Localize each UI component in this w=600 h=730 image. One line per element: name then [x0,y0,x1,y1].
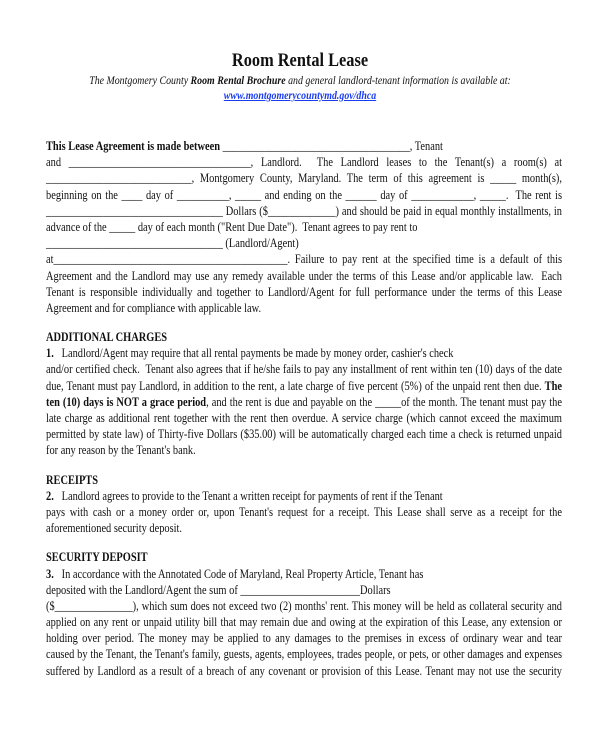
text-run: late charge as additional rent together with the rent then overdue. A service charge (which cannot exceed the maximum [46,410,562,425]
section-agreement [46,138,562,316]
text-line [46,520,562,536]
text-line [46,582,562,598]
document-subtitle [42,75,558,87]
text-run: __________________________________ Dollars ($_____________) and should be paid in equal monthly installments, in [46,202,562,218]
text-line [46,361,562,377]
section-heading: SECURITY DEPOSIT [46,549,148,565]
text-run: Landlord/Agent may require that all rental payments be made by money order, cashier's check [53,345,454,361]
text-run: advance of the _____ day of each month ("Rent Due Date"). Tenant agrees to pay rent to [46,218,418,234]
text-run: Tenant is responsible individually and together to Landlord/Agent for full performance under the terms of this Lease [46,283,562,299]
text-line [46,170,562,186]
section-heading: ADDITIONAL CHARGES [46,329,168,345]
text-run: The Montgomery County [89,75,191,87]
bold-text: The [544,377,562,393]
text-line [46,442,562,458]
text-line [46,630,562,646]
text-run: Landlord agrees to provide to the Tenant a written receipt for payments of rent if the Tenant [53,487,443,503]
text-line [46,345,562,361]
section-receipts [46,472,562,537]
section-additional-charges [46,329,562,459]
text-run: , and the rent is due and payable on the _____of the month. The tenant must pay the [206,393,562,409]
text-run: Agreement and for compliance with applicable law. [46,299,262,315]
section-heading: RECEIPTS [46,471,99,487]
text-run: beginning on the ____ day of __________, _____ and ending on the ______ day of ____________, _____. The rent is [46,186,562,202]
text-line [46,378,562,394]
bold-text: Room Rental Brochure [190,75,286,87]
text-line [46,235,562,251]
text-line [46,268,562,284]
bold-text: This Lease Agreement is made between [46,138,223,153]
text-run: due, Tenant must pay Landlord, in addition to the rent, a late charge of five percent (5%) of the unpaid rent then due. [46,377,545,393]
text-run: ____________________________, Montgomery County, Maryland. The term of this agreement is _____ month(s), [46,170,562,186]
text-run: deposited with the Landlord/Agent the sum of _______________________Dollars [46,581,391,597]
text-line [46,300,562,316]
text-run: pays with cash or a money order or, upon Tenant's request for a receipt. This Lease shall serve as a receipt for the [46,503,562,519]
text-line [46,426,562,442]
text-run: ____________________________________, Tenant [222,138,443,153]
bold-text: 3. [46,565,54,581]
text-line [46,394,562,410]
text-line [46,203,562,219]
text-line [46,187,562,203]
text-run: for any reason by the Tenant's bank. [46,442,196,458]
text-run: permitted by state law) of Thirty-five Dollars ($35.00) will be automatically charged each time a check is returned unpaid [46,426,562,442]
text-run: and general landlord-tenant information is available at: [285,75,511,87]
text-run: In accordance with the Annotated Code of Maryland, Real Property Article, Tenant has [53,565,424,581]
text-line [46,410,562,426]
text-line [46,566,562,582]
text-run: and ___________________________________, Landlord. The Landlord leases to the Tenant(s) a room(s) at [46,154,562,170]
text-line [46,138,562,154]
text-run: at_____________________________________________. Failure to pay rent at the specified time is a default of this [46,251,562,267]
text-run: caused by the Tenant, the Tenant's family, guests, agents, employees, trades people, or pets, or other damages and expenses [46,646,562,662]
text-line [46,646,562,662]
bold-text: 1. [46,345,54,361]
bold-text: 2. [46,487,54,503]
text-run: suffered by Landlord as a result of a breach of any covenant or provision of this Lease. Tenant may not use the security [46,662,562,678]
text-line [46,614,562,630]
bold-text: ten (10) days is NOT a grace period [46,393,207,409]
text-run: aforementioned security deposit. [46,520,183,536]
text-line [46,663,562,679]
text-line [46,251,562,267]
text-run: Agreement and the Landlord may use any remedy available under the terms of this Lease and/or applicable law. Each [46,267,562,283]
dhca-link[interactable]: www.montgomerycountymd.gov/dhca [223,90,377,102]
section-security-deposit [46,549,562,679]
text-run: and/or certified check. Tenant also agrees that if he/she fails to pay any installment of rent within ten (10) days of the date [46,361,562,377]
document-title: Room Rental Lease [231,50,369,71]
text-line [46,488,562,504]
text-run: ($_______________), which sum does not exceed two (2) months' rent. This money will be held as collateral security and [46,597,562,613]
lease-body [46,138,562,679]
text-run: holding over period. The money may be applied to any damages to the premises in excess of ordinary wear and tear [46,630,562,646]
text-line [46,598,562,614]
text-run: __________________________________ (Landlord/Agent) [46,235,299,251]
text-run: applied on any rent or unpaid utility bill that may remain due and owing at the expiration of this Lease, any extension or [46,614,562,630]
text-line [46,154,562,170]
text-line [46,504,562,520]
text-line [46,284,562,300]
text-line [46,219,562,235]
